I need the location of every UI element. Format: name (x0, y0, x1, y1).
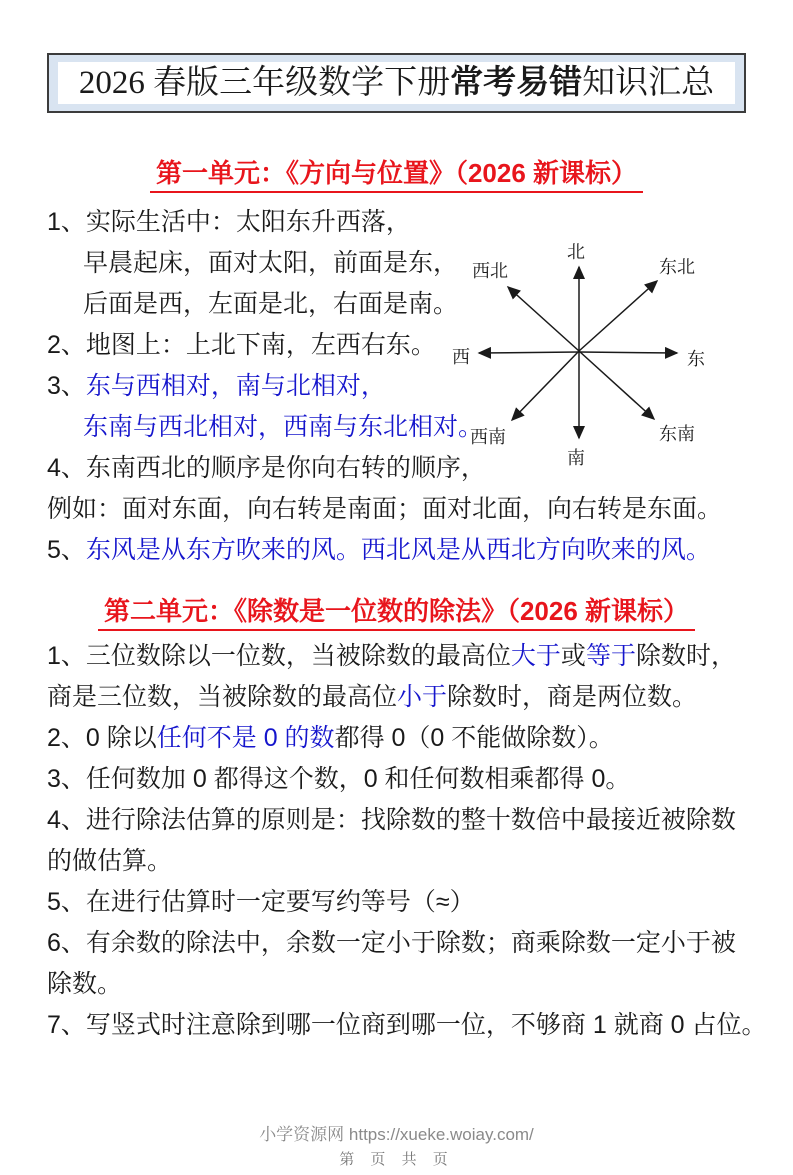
compass-label-southwest: 西南 (470, 427, 506, 447)
section-1-heading-text: 第一单元：《方向与位置》（2026 新课标） (150, 158, 643, 193)
text-segment-highlight: 等于 (585, 642, 636, 670)
text-line (47, 964, 793, 1005)
compass-label-northwest: 西北 (472, 261, 508, 281)
text-segment: 除数时，商是两位数。 (447, 683, 698, 711)
compass-arrow-northwest (508, 287, 579, 351)
text-segment: 2、0 除以 (47, 724, 157, 752)
compass-label-northeast: 东北 (659, 257, 695, 277)
text-segment: 例如：面对东面，向右转是南面；面对北面，向右转是东面。 (47, 495, 723, 523)
text-line (47, 636, 793, 677)
text-segment: 2、地图上：上北下南，左西右东。 (47, 331, 436, 359)
compass-arrow-west (479, 352, 579, 353)
text-segment: 1、三位数除以一位数，当被除数的最高位 (47, 642, 511, 670)
text-segment: 后面是西，左面是北，右面是南。 (83, 290, 459, 318)
footer-page-number: 第 页 共 页 (339, 1151, 454, 1168)
text-segment: 6、有余数的除法中，余数一定小于除数；商乘除数一定小于被 (47, 929, 736, 957)
text-segment: 4、进行除法估算的原则是：找除数的整十数倍中最接近被除数 (47, 806, 736, 834)
footer-source-link: 小学资源网 https://xueke.woiay.com/ (259, 1125, 534, 1144)
text-line (47, 841, 793, 882)
text-segment: 或 (560, 642, 586, 670)
compass-label-south: 南 (567, 448, 585, 468)
text-segment: 都得 0（0 不能做除数）。 (334, 724, 614, 752)
text-segment: 的做估算。 (47, 847, 173, 875)
title-suffix: 知识汇总 (582, 65, 715, 101)
compass-svg (448, 236, 748, 476)
text-segment: 3、任何数加 0 都得这个数，0 和任何数相乘都得 0。 (47, 765, 631, 793)
compass-arrow-east (579, 352, 677, 353)
section-2-heading-text: 第二单元：《除数是一位数的除法》（2026 新课标） (98, 596, 695, 631)
document-title (58, 62, 735, 104)
text-segment: 早晨起床，面对太阳，前面是东， (83, 249, 459, 277)
section-1-heading (0, 153, 793, 190)
text-segment: 4、东南西北的顺序是你向右转的顺序， (47, 454, 486, 482)
text-segment: 5、 (47, 536, 86, 564)
text-segment-highlight: 东风是从东方吹来的风。西北风是从西北方向吹来的风。 (85, 536, 711, 564)
text-segment: 除数时， (635, 642, 736, 670)
text-line (47, 718, 793, 759)
text-segment-highlight: 任何不是 0 的数 (156, 724, 335, 752)
text-segment-highlight: 小于 (397, 683, 448, 711)
text-line (47, 923, 793, 964)
text-segment-highlight: 东与西相对，南与北相对， (85, 372, 386, 400)
text-line (47, 800, 793, 841)
text-line (47, 677, 793, 718)
section-2-body (47, 636, 793, 1046)
text-segment-highlight: 东南与西北相对，西南与东北相对。 (83, 413, 484, 441)
compass-label-east: 东 (687, 349, 705, 369)
text-line (47, 882, 793, 923)
text-line (47, 530, 793, 571)
compass-label-north: 北 (567, 242, 585, 262)
compass-diagram (448, 236, 748, 476)
text-segment: 7、写竖式时注意除到哪一位商到哪一位，不够商 1 就商 0 占位。 (47, 1011, 767, 1039)
section-2-heading (0, 591, 793, 628)
text-segment: 5、在进行估算时一定要写约等号（≈） (47, 888, 475, 916)
text-segment: 1、实际生活中：太阳东升西落， (47, 208, 411, 236)
title-emphasis: 常考易错 (450, 65, 583, 101)
text-segment: 商是三位数，当被除数的最高位 (47, 683, 398, 711)
document-title-box (47, 53, 746, 113)
text-line (47, 1005, 793, 1046)
title-prefix: 2026 春版三年级数学下册 (78, 65, 451, 101)
compass-label-southeast: 东南 (659, 424, 695, 444)
text-segment: 3、 (47, 372, 86, 400)
compass-arrow-southeast (579, 351, 654, 419)
text-line (47, 759, 793, 800)
document-page (0, 53, 793, 1175)
text-line (47, 489, 793, 530)
text-segment: 除数。 (47, 970, 123, 998)
compass-arrow-southwest (512, 351, 579, 420)
compass-arrow-northeast (579, 281, 657, 351)
compass-label-west: 西 (452, 347, 470, 367)
text-segment-highlight: 大于 (510, 642, 561, 670)
